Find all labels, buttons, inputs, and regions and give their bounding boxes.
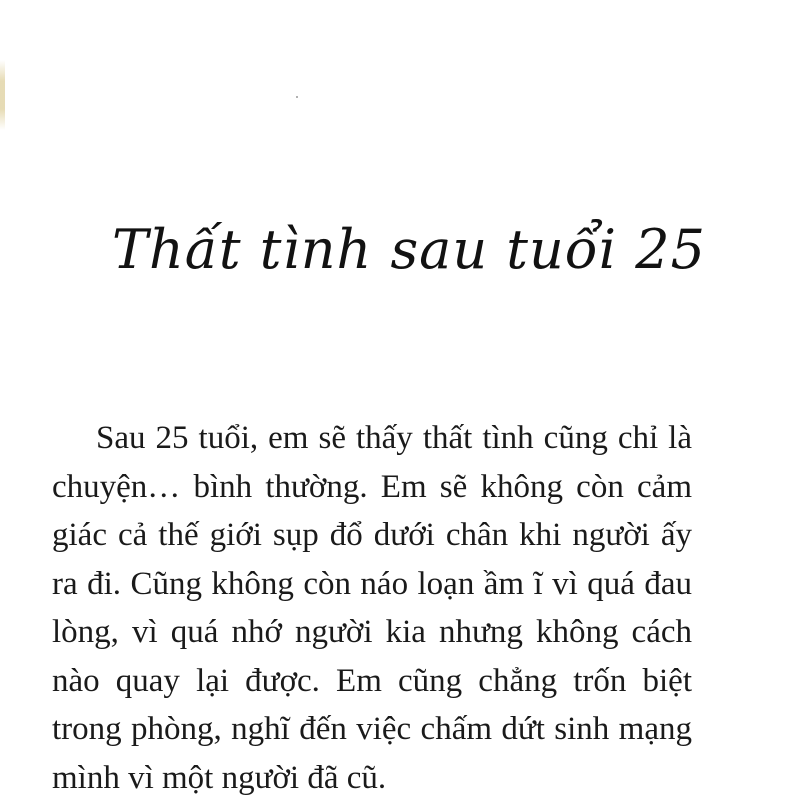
paper-speck <box>296 96 298 98</box>
chapter-title: Thất tình sau tuổi 25 <box>112 218 706 281</box>
page-edge-mark <box>0 60 5 130</box>
body-paragraph: Sau 25 tuổi, em sẽ thấy thất tình cũng chỉ là chuyện… bình thường. Em sẽ không còn cảm giác cả thế giới sụp đổ dưới chân khi người ấy ra đi. Cũng không còn náo loạn ầm ĩ vì quá đau lòng, vì quá nhớ người kia nhưng không cách nào quay lại được. Em cũng chẳng trốn biệt trong phòng, nghĩ đến việc chấm dứt sinh mạng mình vì một người đã cũ. <box>52 420 692 796</box>
